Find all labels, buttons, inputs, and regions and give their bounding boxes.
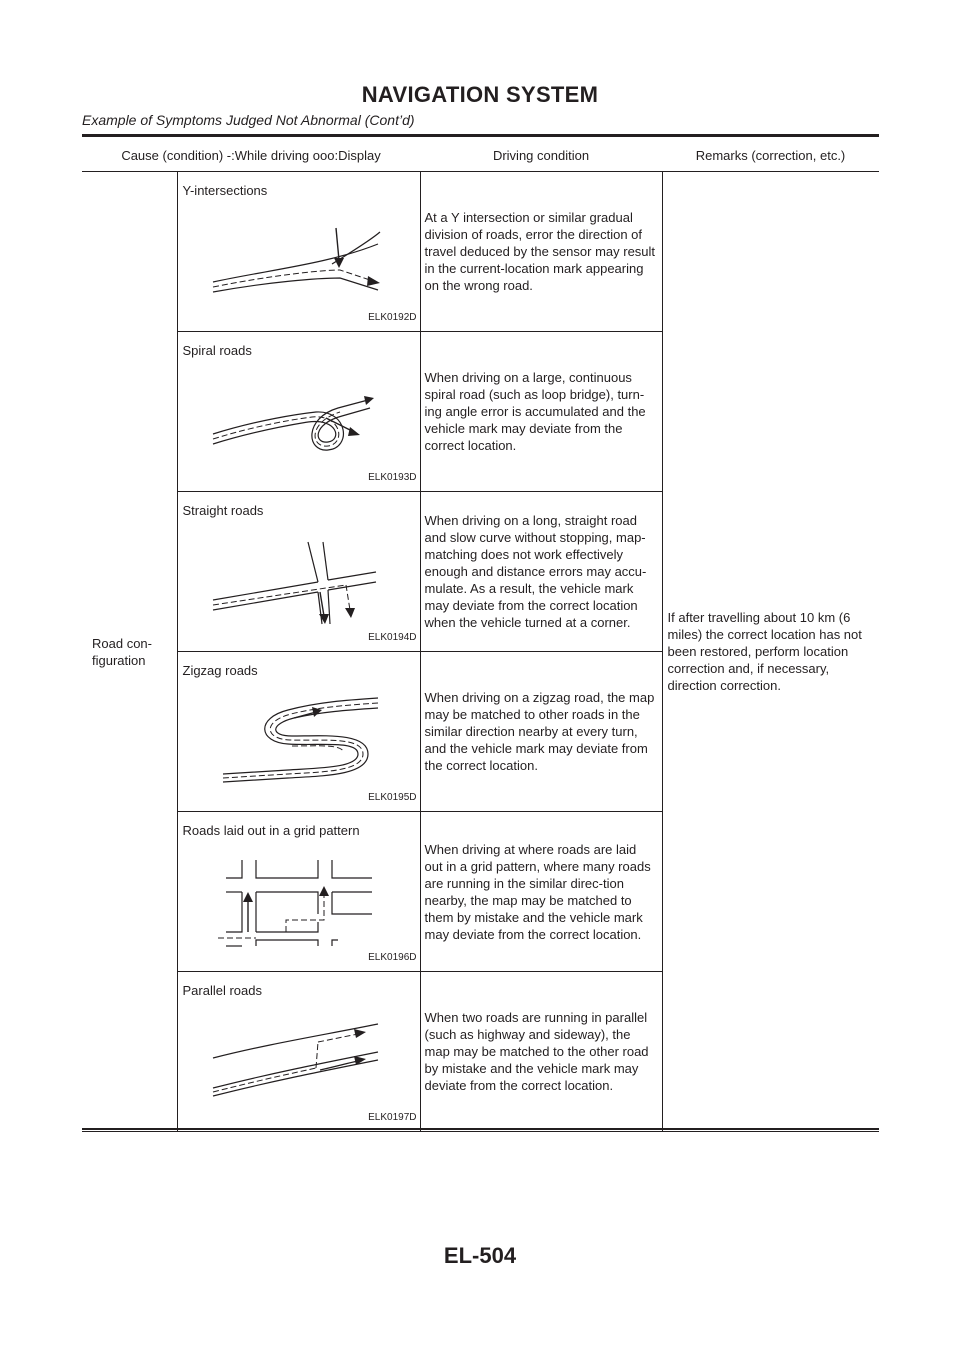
condition-label: Y-intersections <box>182 183 268 198</box>
figure-code: ELK0194D <box>368 632 417 643</box>
condition-label: Zigzag roads <box>182 663 258 678</box>
condition-label: Straight roads <box>182 503 264 518</box>
figure-code: ELK0196D <box>368 952 417 963</box>
column-header-cause: Cause (condition) -:While driving ooo:Display <box>82 140 420 172</box>
straight-road-diagram <box>208 528 388 628</box>
condition-cell-parallel-roads <box>177 972 420 1132</box>
cause-group-cell <box>82 172 177 1132</box>
description-cell: When driving on a zigzag road, the map may be matched to other roads in the similar direction nearby at every turn, and the vehicle mark may deviate from the correct location. <box>420 652 662 812</box>
condition-label: Spiral roads <box>182 343 252 358</box>
description-cell: At a Y intersection or similar gradual division of roads, error the direction of travel deduced by the sensor may result in the current-location mark appearing on the wrong road. <box>420 172 662 332</box>
table-header-row <box>82 140 879 172</box>
zigzag-road-diagram <box>208 688 388 788</box>
remarks-cell: If after travelling about 10 km (6 miles) the correct location has not been restored, perform location correction and, if necessary, direction correction. <box>662 172 879 1132</box>
symptom-table <box>82 140 879 1132</box>
y-intersection-diagram <box>208 208 388 308</box>
column-header-remarks: Remarks (correction, etc.) <box>662 140 879 172</box>
page-number: EL-504 <box>443 1243 517 1268</box>
description-cell: When two roads are running in parallel (such as highway and sideway), the map may be matched to the other road by mistake and the vehicle mark may deviate from the correct location. <box>420 972 662 1132</box>
condition-label: Roads laid out in a grid pattern <box>182 823 360 838</box>
condition-cell-y-intersections <box>177 172 420 332</box>
figure-code: ELK0197D <box>368 1112 417 1123</box>
condition-label: Parallel roads <box>182 983 262 998</box>
condition-cell-grid-roads <box>177 812 420 972</box>
figure-code: ELK0193D <box>368 472 417 483</box>
section-subtitle: Example of Symptoms Judged Not Abnormal (Cont’d) <box>82 112 415 128</box>
header-rule <box>82 134 879 137</box>
table-bottom-rule <box>82 1128 879 1130</box>
column-header-driving-condition: Driving condition <box>420 140 662 172</box>
figure-code: ELK0192D <box>368 312 417 323</box>
condition-cell-zigzag-roads <box>177 652 420 812</box>
description-cell: When driving at where roads are laid out in a grid pattern, where many roads are running in the similar direc-tion nearby, the map may be matched to them by mistake and the vehicle mark may deviate from the correct location. <box>420 812 662 972</box>
table-row <box>82 172 879 332</box>
parallel-road-diagram <box>208 1008 388 1108</box>
description-cell: When driving on a long, straight road and slow curve without stopping, map-matching does not work effectively enough and distance errors may accu-mulate. As a result, the vehicle mark may deviate from the correct location when the vehicle turned at a corner. <box>420 492 662 652</box>
condition-cell-spiral-roads <box>177 332 420 492</box>
cause-group-label: Road con- figuration <box>92 635 152 668</box>
grid-road-diagram <box>208 848 388 948</box>
description-cell: When driving on a large, continuous spiral road (such as loop bridge), turn-ing angle error is accumulated and the vehicle mark may deviate from the correct location. <box>420 332 662 492</box>
condition-cell-straight-roads <box>177 492 420 652</box>
spiral-road-diagram <box>208 368 388 468</box>
figure-code: ELK0195D <box>368 792 417 803</box>
page-title: NAVIGATION SYSTEM <box>361 82 599 107</box>
